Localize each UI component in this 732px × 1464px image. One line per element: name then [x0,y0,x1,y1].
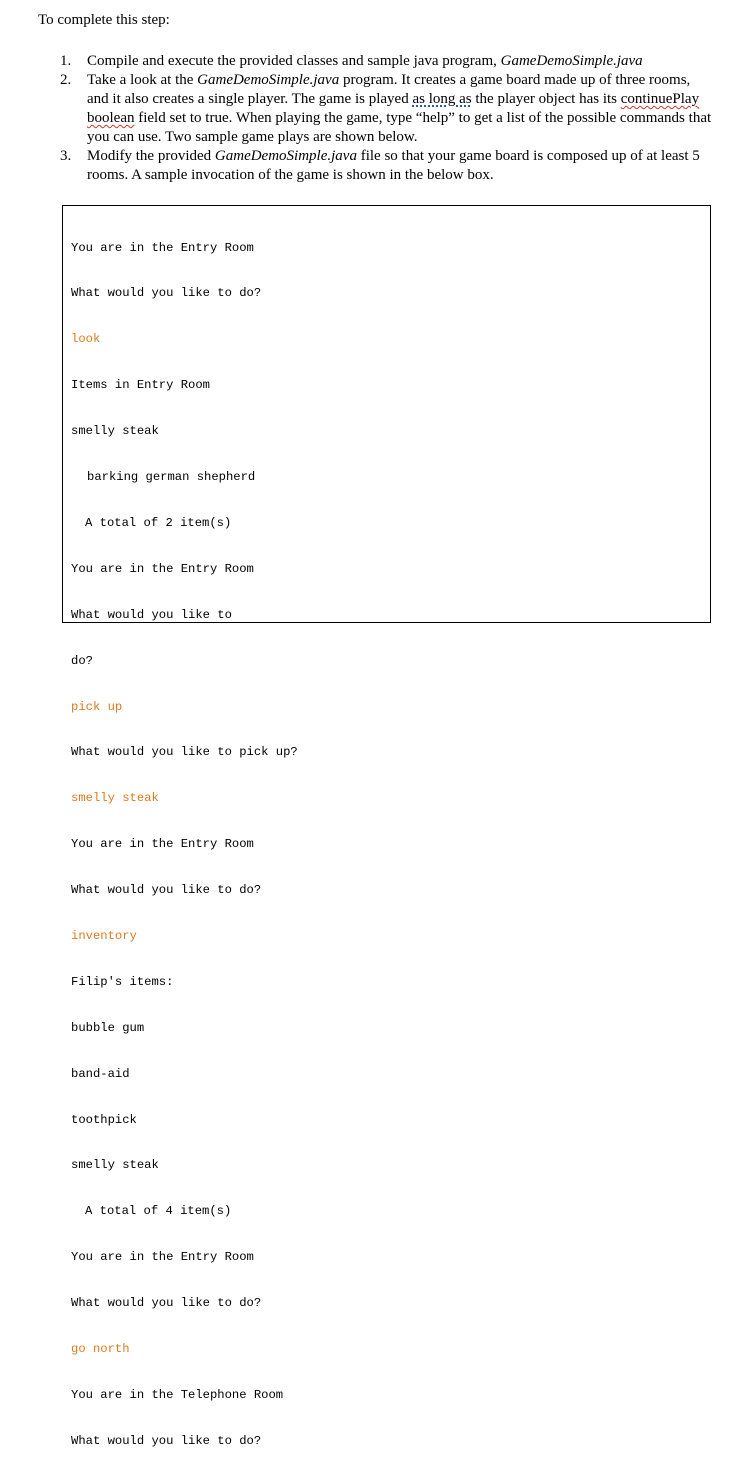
console-line: What would you like to do? [71,1296,262,1311]
spellcheck-flag: boolean [87,110,135,126]
step-text-part: Take a look at the [87,72,198,88]
grammar-flag: as long as [412,91,472,107]
console-line: bubble gum [71,1020,145,1035]
console-line: You are in the Entry Room [71,240,254,255]
console-input-line: smelly steak [71,791,159,806]
spellcheck-flag: continuePlay [620,91,700,107]
step-text-part: Modify the provided [87,148,215,164]
step-list [60,52,715,185]
step-3 [60,147,715,185]
sample-console-output [62,205,711,1448]
console-input-line: look [71,332,101,347]
console-line: You are in the Entry Room [71,837,254,852]
filename-emphasis: GameDemoSimple.java [214,148,357,164]
console-line: You are in the Entry Room [71,561,254,576]
console-line [71,470,710,485]
console-line: toothpick [71,1112,137,1127]
step-number: 2. [60,72,72,88]
console-line: smelly steak [71,1158,159,1173]
step-text [87,72,711,145]
console-line: Items in Entry Room [71,378,210,393]
console-line: band-aid [71,1066,130,1081]
step-1 [60,52,715,71]
intro-text: To complete this step: [38,12,170,28]
console-line: You are in the Entry Room [71,1250,254,1265]
step-number: 1. [60,53,72,69]
step-text [87,148,700,183]
step-2 [60,71,715,147]
console-line-text: barking german shepherd [87,470,256,485]
console-line: do? [71,653,93,668]
console-input-line: pick up [71,699,123,714]
step-text-part: field set to true. When playing the game, type “help” to get a list of the possible commands that you can use. Two sample game plays are shown below. [87,110,712,145]
console-line: What would you like to [71,607,232,622]
console-line: What would you like to do? [71,1433,262,1448]
step-text-part: Compile and execute the provided classes and sample java program, [87,53,501,69]
step-text-part: file so that your game board is composed up of at least 5 rooms. A sample invocation of the game is shown in the below box. [87,148,700,183]
console-line: Filip's items: [71,974,174,989]
console-line: You are in the Telephone Room [71,1387,284,1402]
console-line: smelly steak [71,424,159,439]
console-line: A total of 2 item(s) [85,515,232,530]
console-line: What would you like to do? [71,286,262,301]
console-input-line: inventory [71,928,137,943]
filename-emphasis: GameDemoSimple.java [500,53,643,69]
step-text [87,53,643,69]
filename-emphasis: GameDemoSimple.java [197,72,340,88]
step-number: 3. [60,148,72,164]
step-text-part: program. It creates a game board made up of three rooms, and it also creates a single player. The game is played [87,72,691,107]
console-input-line: go north [71,1341,130,1356]
console-line: What would you like to pick up? [71,745,298,760]
console-line: What would you like to do? [71,883,262,898]
console-line: A total of 4 item(s) [85,1204,232,1219]
step-text-part: the player object has its [471,91,621,107]
